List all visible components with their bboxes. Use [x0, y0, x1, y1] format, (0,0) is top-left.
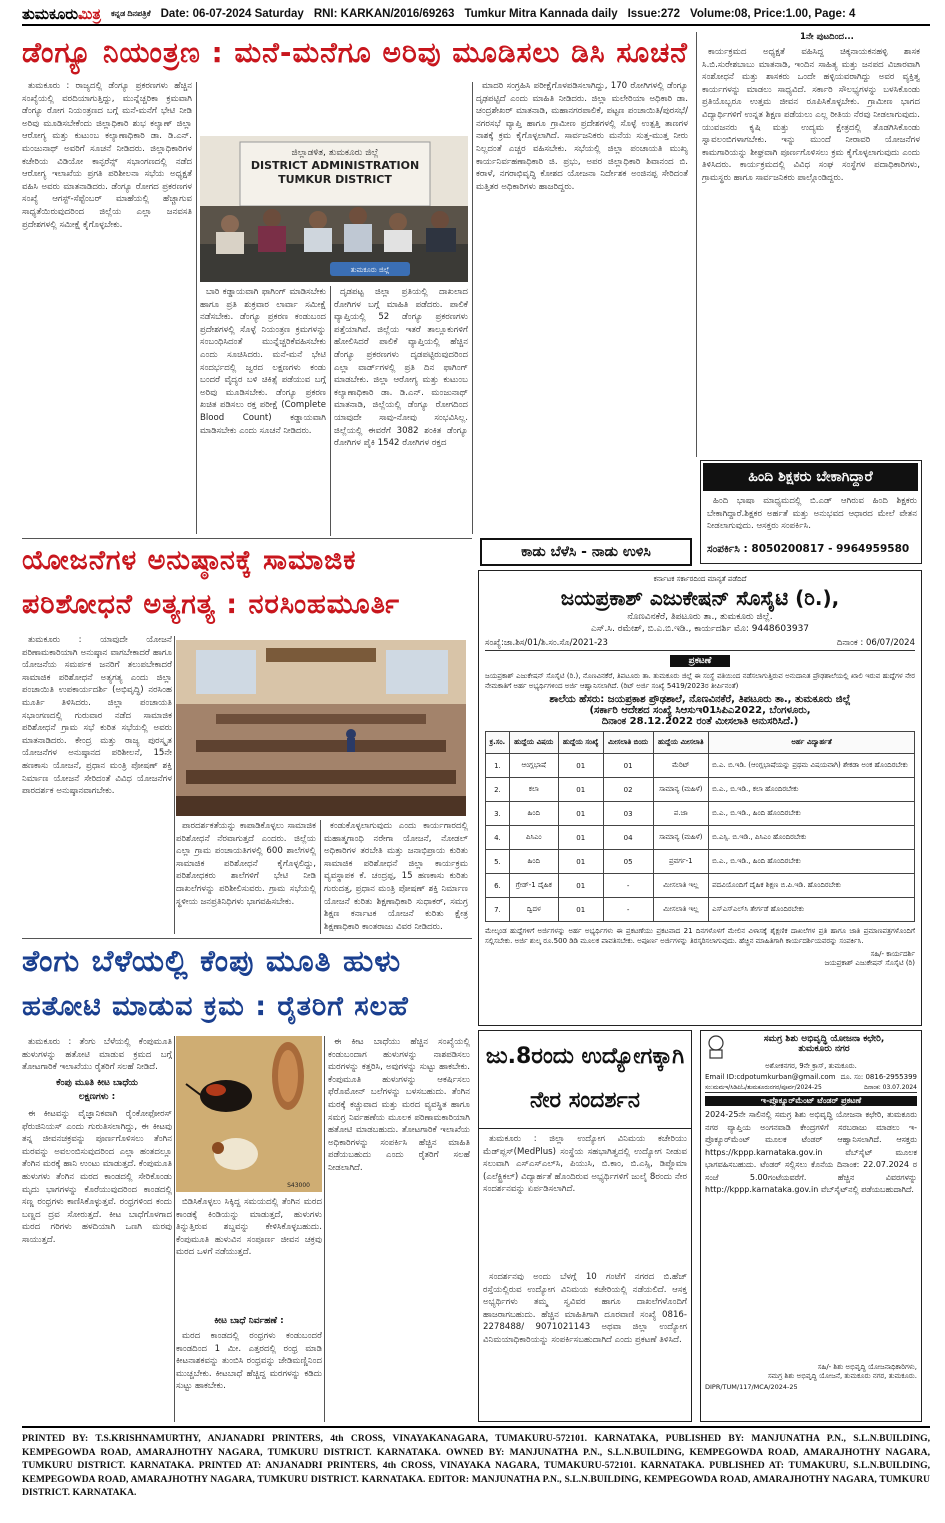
photo-banner-text-2: DISTRICT ADMINISTRATION [250, 159, 420, 172]
issue-date: Date: 06-07-2024 Saturday [160, 8, 304, 20]
vacancy-table-cell: ಬಿ.ಎ., ಬಿ.ಇಡಿ., ಹಿಂದಿ ಹೊಂದಿರಬೇಕು [709, 802, 915, 826]
vacancy-table-cell: 04 [603, 826, 653, 850]
hindi-teacher-ad [700, 460, 922, 564]
notice-date: ದಿನಾಂಕ : 06/07/2024 [836, 638, 915, 648]
vacancy-table-header: ಹುದ್ದೆಯ ಮೀಸಲಾತಿ [653, 732, 709, 754]
vacancy-table-header: ಹುದ್ದೆಯ ವಿಷಯ [509, 732, 558, 754]
continued-column: ಕಾರ್ಯಕ್ರಮದ ಅಧ್ಯಕ್ಷತೆ ವಹಿಸಿದ್ದ ಚಿಕ್ಕನಾಯಕನಹಳ್ಳಿ ಶಾಸಕ ಸಿ.ಬಿ.ಸುರೇಶಬಾಬು ಮಾತನಾಡಿ, ಇಂದಿನ ಸಾಹಿತ್ಯ ಮತ್ತು ಜನಪದ ವಿಚಾರವಾಗಿ ಸಂಶೋಧನೆ ಮತ್ತು ಶಾಸಕರು ಒಂದೇ ಹಳ್ಳಿಯವರಾಗಿದ್ದು ಅವರ ವ್ಯಕ್ತಿತ್ವ ಕಾರ್ಯಗಳನ್ನು ಮಾಡಲು ಸಾಧ್ಯವಿದೆ. ಸರ್ಕಾರಿ ಸೌಲಭ್ಯಗಳನ್ನು ಬಳಸಿಕೊಂಡು ಪ್ರತಿಯೊಬ್ಬರೂ ಉತ್ತಮ ಜೀವನ ರೂಪಿಸಿಕೊಳ್ಳಬೇಕು. ಗ್ರಾಮೀಣ ಭಾಗದ ವಿದ್ಯಾರ್ಥಿಗಳಿಗೆ ಉನ್ನತ ಶಿಕ್ಷಣ ಪಡೆಯಲು ಎಲ್ಲ ರೀತಿಯ ನೆರವು ನೀಡಲಾಗುವುದು. ಯುವಜನರು ಕೃಷಿ ಮತ್ತು ಉದ್ಯಮ ಕ್ಷೇತ್ರದಲ್ಲಿ ತೊಡಗಿಸಿಕೊಂಡು ಸ್ವಾವಲಂಬಿಗಳಾಗಬೇಕು. ಇನ್ನು ಮುಂದೆ ನೀರಾವರಿ ಯೋಜನೆಗಳ ಕಾಮಗಾರಿಯನ್ನು ಶೀಘ್ರವಾಗಿ ಪೂರ್ಣಗೊಳಿಸಲು ಕ್ರಮ ಕೈಗೊಳ್ಳಲಾಗುವುದು ಎಂದು ತಿಳಿಸಿದರು. ಕಾರ್ಯಕ್ರಮದಲ್ಲಿ ವಿವಿಧ ಸಂಘ ಸಂಸ್ಥೆಗಳ ಪದಾಧಿಕಾರಿಗಳು, ಗ್ರಾಮಸ್ಥರು ಹಾಗೂ ಸಾರ್ವಜನಿಕರು ಪಾಲ್ಗೊಂಡಿದ್ದರು. [702, 47, 920, 183]
vacancy-table-cell: 01 [558, 898, 603, 922]
article1-column-1: ತುಮಕೂರು : ರಾಜ್ಯದಲ್ಲಿ ಡೆಂಗ್ಯೂ ಪ್ರಕರಣಗಳು ಹೆಚ್ಚಿನ ಸಂಖ್ಯೆಯಲ್ಲಿ ವರದಿಯಾಗುತ್ತಿದ್ದು, ಮುನ್ನೆಚ್ಚರಿಕಾ ಕ್ರಮವಾಗಿ ಡೆಂಗ್ಯೂ ರೋಗ ನಿಯಂತ್ರಣದ ಬಗ್ಗೆ ಮನೆ-ಮನೆಗೆ ಭೇಟಿ ನೀಡಿ ಅರಿವು ಮೂಡಿಸಬೇಕೆಂದು ಜಿಲ್ಲಾಧಿಕಾರಿ ಶುಭ ಕಲ್ಯಾಣ್ ಜಿಲ್ಲಾ ಆರೋಗ್ಯ ಮತ್ತು ಕುಟುಂಬ ಕಲ್ಯಾಣಾಧಿಕಾರಿ ಡಾ. ಡಿ.ಎನ್. ಮಂಜುನಾಥ್ ಅವರಿಗೆ ಸೂಚನೆ ನೀಡಿದರು. ಜಿಲ್ಲಾಧಿಕಾರಿಗಳ ಕಚೇರಿಯ ವಿಡಿಯೋ ಕಾನ್ಫರೆನ್ಸ್ ಸಭಾಂಗಣದಲ್ಲಿ ನಡೆದ ಆರೋಗ್ಯ ಇಲಾಖೆಯ ಪ್ರಗತಿ ಪರಿಶೀಲನಾ ಸಭೆಯ ಅಧ್ಯಕ್ಷತೆ ವಹಿಸಿ ಅವರು ಮಾತನಾಡಿದರು. ಡೆಂಗ್ಯೂ ರೋಗದ ಪ್ರಕರಣಗಳ ಸಂಖ್ಯೆ ಆಗಸ್ಟ್-ಸೆಪ್ಟೆಂಬರ್ ಮಾಹೆಯಲ್ಲಿ ಹೆಚ್ಚಾಗುವ ಸಾಧ್ಯತೆಯಿರುವುದರಿಂದ ಜಿಲ್ಲೆಯ ಎಲ್ಲಾ ಜನವಸತಿ ಪ್ರದೇಶಗಳಲ್ಲಿ ಸಮೀಕ್ಷೆ ಕೈಗೊಳ್ಳಬೇಕು. [22, 81, 192, 230]
article2-headline-line-1: ಯೋಜನೆಗಳ ಅನುಷ್ಠಾನಕ್ಕೆ ಸಾಮಾಜಿಕ [22, 545, 357, 576]
notice-order-line-1: (ಸರ್ಕಾರಿ ಆದೇಶದ ಸಂಖ್ಯೆ ಸಿಆಸುಇ01ಸಿಪಿಎ2022, ಬೆಂಗಳೂರು, [589, 705, 811, 716]
vacancy-table-row [486, 826, 915, 850]
tender-reference: ಸಂ:ಮಮಇ/ಸಿಡಿಪಿಓ/ತುಮಕೂರುನಗರ/ಪೂರ್ವ/2024-25 [705, 1084, 822, 1091]
article3-column-2: ಬಿಡಿಸಿಕೊಳ್ಳಲು ಸಿಕ್ಕಿದ್ದ ಸಮಯದಲ್ಲಿ ತೆಂಗಿನ ಮರದ ಕಾಂಡಕ್ಕೆ ಕಿಂಡಿಯನ್ನು ಮಾಡುತ್ತದೆ, ಹುಳುಗಳು ತಿನ್ನುತ್ತಿರುವ ಶಬ್ದವನ್ನು ಕೇಳಿಸಿಕೊಳ್ಳಬಹುದು. ಕೆಂಪುಮೂತಿ ಹುಳುವಿನ ಸಂಪೂರ್ಣ ಜೀವನ ಚಕ್ರವು ಮರದ ಒಳಗೆ ನಡೆಯುತ್ತದೆ. [176, 1197, 322, 1258]
vacancy-table-row [486, 754, 915, 778]
vacancy-table-cell: 01 [558, 874, 603, 898]
tender-office-1: ಸಮಗ್ರ ಶಿಶು ಅಭಿವೃದ್ಧಿ ಯೋಜನಾ ಕಛೇರಿ, [763, 1034, 885, 1044]
article2-column-2: ಪಾರದರ್ಶಕತೆಯನ್ನು ಕಾಪಾಡಿಕೊಳ್ಳಲು ಸಾಮಾಜಿಕ ಪರಿಶೋಧನೆ ನೆರವಾಗುತ್ತದೆ ಎಂದರು. ಜಿಲ್ಲೆಯ ಎಲ್ಲಾ ಗ್ರಾಮ ಪಂಚಾಯತಿಗಳಲ್ಲಿ 600 ಶಾಲೆಗಳಲ್ಲಿ ಸಾಮಾಜಿಕ ಪರಿಶೋಧನೆ ಕೈಗೊಳ್ಳಲಿದ್ದು, ಪರಿಶೋಧಕರು ಶಾಲೆಗಳಿಗೆ ಭೇಟಿ ನೀಡಿ ದಾಖಲೆಗಳನ್ನು ಪರಿಶೀಲಿಸುವರು. ಗ್ರಾಮ ಸಭೆಯಲ್ಲಿ ಸ್ಥಳೀಯ ಜನಪ್ರತಿನಿಧಿಗಳು ಭಾಗವಹಿಸಬೇಕು. [176, 821, 316, 907]
tender-signature-1: ಸಹಿ/- ಶಿಶು ಅಭಿವೃದ್ಧಿ ಯೋಜನಾಧಿಕಾರಿಗಳು, [817, 1363, 917, 1371]
vacancy-table-cell: ಪಿಸಿಎಂ [509, 826, 558, 850]
vacancy-table-cell: ಮೆರಿಟ್ [653, 754, 709, 778]
hindi-ad-banner: ಹಿಂದಿ ಶಿಕ್ಷಕರು ಬೇಕಾಗಿದ್ದಾರೆ [703, 463, 918, 491]
tender-phone: ದೂ. ಸಂ: 0816-2955399 [840, 1073, 917, 1081]
vacancy-table-cell: 01 [558, 754, 603, 778]
vacancy-table-cell: 01 [558, 826, 603, 850]
hindi-ad-contact: ಸಂಪರ್ಕಿಸಿ : 8050200817 - 9964959580 [707, 543, 910, 555]
vacancy-table-cell: ಗ್ರೇಡ್-1 ದೈಹಿಕ [509, 874, 558, 898]
vacancy-table-cell: 02 [603, 778, 653, 802]
article3-headline-line-1: ತೆಂಗು ಬೆಳೆಯಲ್ಲಿ ಕೆಂಪು ಮೂತಿ ಹುಳು [22, 944, 402, 979]
tender-title: ಇ-ಪ್ರೊಕ್ಯೂರ್‌ಮೆಂಟ್ ಟೆಂಡರ್ ಪ್ರಕಟಣೆ [705, 1096, 917, 1106]
vacancy-table-cell: 03 [603, 802, 653, 826]
vacancy-table-cell: 5. [486, 850, 510, 874]
vacancy-table-row [486, 802, 915, 826]
volume-price-page: Volume:08, Price:1.00, Page: 4 [690, 8, 856, 20]
article3-subhead-2: ಲಕ್ಷಣಗಳು : [78, 1092, 116, 1102]
notice-order-line-2: ದಿನಾಂಕ 28.12.2022 ರಂತೆ ಮೀಸಲಾತಿ ಅನುಸರಿಸಿದೆ.) [601, 716, 799, 727]
vacancy-table-cell: 2. [486, 778, 510, 802]
vacancy-table-header: ಮೀಸಲಾತಿ ಬಿಂದು [603, 732, 653, 754]
article2-column-1: ತುಮಕೂರು : ಯಾವುದೇ ಯೋಜನೆ ಪರಿಣಾಮಕಾರಿಯಾಗಿ ಅನುಷ್ಠಾನ ವಾಗಬೇಕಾದರೆ ಹಾಗೂ ಯೋಜನೆಯ ಸಮರ್ಪಕ ಜನರಿಗೆ ತಲುಪಬೇಕಾದರೆ ಸಾಮಾಜಿಕ ಪರಿಶೋಧನೆ ಅತ್ಯಗತ್ಯ ಎಂದು ಜಿಲ್ಲಾ ಪಂಚಾಯಿತಿ ಉಪಕಾರ್ಯದರ್ಶಿ (ಅಭಿವೃದ್ಧಿ) ನರಸಿಂಹ ಮೂರ್ತಿ ತಿಳಿಸಿದರು. ಜಿಲ್ಲಾ ಪಂಚಾಯತಿ ಸಭಾಂಗಣದಲ್ಲಿ ಗುರುವಾರ ನಡೆದ ಸಾಮಾಜಿಕ ಪರಿಶೋಧನೆ ಗ್ರಾಮ ಸಭೆ ಕುರಿತ ಸಭೆಯಲ್ಲಿ ಅವರು ಮಾತನಾಡಿದರು. ಕೇಂದ್ರ ಮತ್ತು ರಾಜ್ಯ ಪುರಸ್ಕೃತ ಯೋಜನೆಗಳ ಅನುಷ್ಠಾನದ ಪರಿಶೀಲನೆ, 15ನೇ ಹಣಕಾಸು ಯೋಜನೆ, ಪ್ರಧಾನ ಮಂತ್ರಿ ಪೋಷಣ್ ಶಕ್ತಿ ನಿರ್ಮಾಣ ಯೋಜನೆ ಸೇರಿದಂತೆ ವಿವಿಧ ಯೋಜನೆಗಳ ಪಾರದರ್ಶಕ ಅನುಷ್ಠಾನವಾಗಬೇಕು. [22, 635, 172, 797]
vacancy-table-cell: ಕಲಾ [509, 778, 558, 802]
article1-headline: ಡೆಂಗ್ಯೂ ನಿಯಂತ್ರಣ : ಮನೆ-ಮನೆಗೂ ಅರಿವು ಮೂಡಿಸಲು ಡಿಸಿ ಸೂಚನೆ [22, 36, 688, 69]
vacancy-table-cell: 7. [486, 898, 510, 922]
vacancy-table [485, 731, 915, 922]
continued-label: 1ನೇ ಪುಟದಿಂದ... [800, 32, 854, 42]
vacancy-table-header: ಕ್ರ.ಸಂ. [486, 732, 510, 754]
beetle-photo [176, 1036, 322, 1192]
tender-body: 2024-25ನೇ ಸಾಲಿನಲ್ಲಿ ಸಮಗ್ರ ಶಿಶು ಅಭಿವೃದ್ಧಿ ಯೋಜನಾ ಕಛೇರಿ, ತುಮಕೂರು ನಗರ ವ್ಯಾಪ್ತಿಯ ಅಂಗನವಾಡಿ ಕೇಂದ್ರಗಳಿಗೆ ಸರಬರಾಜು ಮಾಡಲು ಇ-ಪ್ರೊಕ್ಯೂರ್‌ಮೆಂಟ್ ಮೂಲಕ ಟೆಂಡರ್ ಆಹ್ವಾನಿಸಲಾಗಿದೆ. ಆಸಕ್ತರು https://kppp.karnataka.gov.in ವೆಬ್‌ಸೈಟ್ ಮೂಲಕ ಭಾಗವಹಿಸಬಹುದು. ಟೆಂಡರ್ ಸಲ್ಲಿಸಲು ಕೊನೆಯ ದಿನಾಂಕ: 22.07.2024 ರ ಸಂಜೆ 5.00ಗಂಟೆಯವರೆಗೆ. ಹೆಚ್ಚಿನ ವಿವರಗಳನ್ನು http://kppp.karnataka.gov.in ವೆಬ್‌ಸೈಟ್‌ನಲ್ಲಿ ಪಡೆಯಬಹುದಾಗಿದೆ. [705, 1110, 917, 1194]
vacancy-table-header: ಹುದ್ದೆಯ ಸಂಖ್ಯೆ [558, 732, 603, 754]
vacancy-table-cell: ಮೀಸಲಾತಿ ಇಲ್ಲ [653, 898, 709, 922]
article3-column-3: ಈ ಕೀಟ ಬಾಧೆಯು ಹೆಚ್ಚಿನ ಸಂಖ್ಯೆಯಲ್ಲಿ ಕಂಡುಬಂದಾಗ ಹುಳುಗಳನ್ನು ನಾಶಪಡಿಸಲು ಮರಗಳನ್ನು ಕತ್ತರಿಸಿ, ಅವುಗಳನ್ನು ಸುಟ್ಟು ಹಾಕಬೇಕು. ಕೆಂಪುಮೂತಿ ಹುಳುಗಳನ್ನು ಆಕರ್ಷಿಸಲು ಫೆರೊಮೋನ್ ಬಲೆಗಳನ್ನು ಬಳಸಬಹುದು. ತೆಂಗಿನ ಮರಕ್ಕೆ ಕಚ್ಚುವಾದ ಮತ್ತು ಮರದ ವ್ಯವಸ್ಥಿತ ಹಾಗೂ ಸಮಗ್ರ ನಿರ್ವಹಣೆಯ ಮೂಲಕ ಪರಿಣಾಮಕಾರಿಯಾಗಿ ಹತೋಟಿ ಮಾಡಬಹುದು. ತೋಟಗಾರಿಕೆ ಇಲಾಖೆಯ ಅಧಿಕಾರಿಗಳನ್ನು ಸಂಪರ್ಕಿಸಿ ಹೆಚ್ಚಿನ ಮಾಹಿತಿ ಪಡೆಯಬಹುದು ಎಂದು ರೈತರಿಗೆ ಸಲಹೆ ನೀಡಲಾಗಿದೆ. [328, 1037, 470, 1173]
article3-intro: ತುಮಕೂರು : ತೆಂಗು ಬೆಳೆಯಲ್ಲಿ ಕೆಂಪುಮೂತಿ ಹುಳುಗಳನ್ನು ಹತೋಟಿ ಮಾಡುವ ಕ್ರಮದ ಬಗ್ಗೆ ತೋಟಗಾರಿಕೆ ಇಲಾಖೆಯು ರೈತರಿಗೆ ಸಲಹೆ ನೀಡಿದೆ. [22, 1037, 172, 1073]
vacancy-table-cell: 01 [558, 802, 603, 826]
vacancy-table-cell: ಪದವಿಯೊಂದಿಗೆ ದೈಹಿಕ ಶಿಕ್ಷಣ ಬಿ.ಪಿ.ಇಡಿ. ಹೊಂದಿರಬೇಕು [709, 874, 915, 898]
vacancy-table-cell: - [603, 874, 653, 898]
photo-banner-text-1: ಜಿಲ್ಲಾಡಳಿತ, ತುಮಕೂರು ಜಿಲ್ಲೆ [291, 148, 379, 158]
article1-column-3: ದೃಡಪಟ್ಟ ಜಿಲ್ಲಾ ಪ್ರತಿಯಲ್ಲಿ ದಾಖಲಾದ ರೋಗಿಗಳ ಬಗ್ಗೆ ಮಾಹಿತಿ ಪಡೆದರು. ಪಾಲಿಕೆ ವ್ಯಾಪ್ತಿಯಲ್ಲಿ 52 ಡೆಂಗ್ಯೂ ಪ್ರಕರಣಗಳು ಪತ್ತೆಯಾಗಿವೆ. ಜಿಲ್ಲೆಯ ಇತರೆ ತಾಲ್ಲೂಕುಗಳಿಗೆ ಹೋಲಿಸಿದರೆ ಪಾಲಿಕೆ ವ್ಯಾಪ್ತಿಯಲ್ಲಿ ಹೆಚ್ಚಿನ ಡೆಂಗ್ಯೂ ಪ್ರಕರಣಗಳು ದೃಡಪಟ್ಟಿರುವುದರಿಂದ ಎಲ್ಲಾ ವಾರ್ಡ್‌ಗಳಲ್ಲಿ ಪ್ರತಿ ದಿನ ಫಾಗಿಂಗ್ ಮಾಡಬೇಕು. ಜಿಲ್ಲಾ ಆರೋಗ್ಯ ಮತ್ತು ಕುಟುಂಬ ಕಲ್ಯಾಣಾಧಿಕಾರಿ ಡಾ. ಡಿ.ಎನ್. ಮಂಜುನಾಥ್ ಮಾತನಾಡಿ, ಜಿಲ್ಲೆಯಲ್ಲಿ ಡೆಂಗ್ಯೂ ರೋಗದಿಂದ ಯಾವುದೇ ಸಾವು-ನೋವು ಸಂಭವಿಸಿಲ್ಲ. ಜಿಲ್ಲೆಯಲ್ಲಿ ಈವರೆಗೆ 3082 ಶಂಕಿತ ಡೆಂಗ್ಯೂ ರೋಗಿಗಳ ಪೈಕಿ 1542 ರೋಗಿಗಳ ರಕ್ತದ [334, 287, 468, 449]
tender-office-2: ತುಮಕೂರು ನಗರ [798, 1044, 850, 1054]
vacancy-table-cell: ಆಂಗ್ಲಭಾಷೆ [509, 754, 558, 778]
vacancy-table-cell: ಸಾಮಾನ್ಯ (ಮಹಿಳೆ) [653, 826, 709, 850]
meeting-photo [200, 136, 468, 282]
paper-tagline: ಕನ್ನಡ ದಿನಪತ್ರಿಕೆ [110, 9, 151, 18]
audit-meeting-photo [176, 640, 466, 816]
government-emblem-icon [705, 1034, 727, 1060]
vacancy-table-cell: ದ್ವಿದಳ [509, 898, 558, 922]
tender-address: ಅಶೋಕನಗರ, 9ನೇ ಕ್ರಾಸ್, ತುಮಕೂರು. [765, 1062, 857, 1070]
vacancy-table-cell: ಹಿಂದಿ [509, 850, 558, 874]
job-fair-headline-1: ಜು.8ರಂದು ಉದ್ಯೋಗಕ್ಕಾಗಿ [485, 1044, 685, 1069]
article2-headline-line-2: ಪರಿಶೋಧನೆ ಅತ್ಯಗತ್ಯ : ನರಸಿಂಹಮೂರ್ತಿ [22, 589, 400, 620]
photo-nameplate: ತುಮಕೂರು ಜಿಲ್ಲೆ [350, 266, 390, 274]
article3-column-2b: ಮರದ ಕಾಂಡದಲ್ಲಿ ರಂಧ್ರಗಳು ಕಂಡುಬಂದರೆ ಕಾಂಡದಿಂದ 1 ಮೀ. ಎತ್ತರದಲ್ಲಿ ರಂಧ್ರ ಮಾಡಿ ಕೀಟನಾಶಕವನ್ನು ತುಂಬಿಸಿ ರಂಧ್ರವನ್ನು ಜೇಡಿಮಣ್ಣಿನಿಂದ ಮುಚ್ಚಬೇಕು. ಕೀಟಬಾಧೆ ಹೆಚ್ಚಿದ್ದ ಮರಗಳನ್ನು ಕಡಿದು ಸುಟ್ಟು ಹಾಕಬೇಕು. [176, 1331, 322, 1392]
vacancy-table-cell: 01 [558, 778, 603, 802]
vacancy-table-cell: - [603, 898, 653, 922]
vacancy-table-cell: 4. [486, 826, 510, 850]
notice-footer-text: ಮೇಲ್ಕಂಡ ಹುದ್ದೆಗಳಿಗೆ ಅರ್ಜಿಗಳನ್ನು ಅರ್ಹ ಅಭ್ಯರ್ಥಿಗಳು ಈ ಪ್ರಕಟಣೆಯು ಪ್ರಕಟವಾದ 21 ದಿನಗಳೊಳಗೆ ಮೇಲಿನ ವಿಳಾಸಕ್ಕೆ ಶೈಕ್ಷಣಿಕ ದಾಖಲೆಗಳ ಪ್ರತಿ ಹಾಗೂ ಜಾತಿ ಪ್ರಮಾಣಪತ್ರಗಳೊಂದಿಗೆ ಸಲ್ಲಿಸಬೇಕು. ಅರ್ಜಿ ಶುಲ್ಕ ರೂ.500 ಡಿಡಿ ಮೂಲಕ ಪಾವತಿಸಬೇಕು. ಅಪೂರ್ಣ ಅರ್ಜಿಗಳನ್ನು ತಿರಸ್ಕರಿಸಲಾಗುವುದು. ಹೆಚ್ಚಿನ ಮಾಹಿತಿಗಾಗಿ ಕಾರ್ಯದರ್ಶಿಯವರನ್ನು ಸಂಪರ್ಕಿಸಿ. [485, 927, 915, 945]
vacancy-table-cell: ಪ.ಜಾ [653, 802, 709, 826]
vacancy-table-cell: ಬಿ.ಎ. ಬಿ.ಇಡಿ. (ಆಂಗ್ಲಭಾಷೆಯನ್ನು ಪ್ರಥಮ ವಿಷಯವಾಗಿ) ಶೇಕಡಾ ಅಂಕ ಹೊಂದಿರಬೇಕು [709, 754, 915, 778]
issue-number: Issue:272 [627, 8, 681, 20]
vacancy-table-cell: 05 [603, 850, 653, 874]
job-fair-column-2: ಸಂದರ್ಶನವು ಅಂದು ಬೆಳಗ್ಗೆ 10 ಗಂಟೆಗೆ ನಗರದ ಬಿ.ಹೆಚ್ ರಸ್ತೆಯಲ್ಲಿರುವ ಉದ್ಯೋಗ ವಿನಿಮಯ ಕಚೇರಿಯಲ್ಲಿ ನಡೆಯಲಿದೆ. ಆಸಕ್ತ ಅಭ್ಯರ್ಥಿಗಳು ತಮ್ಮ ಸ್ವವಿವರ ಹಾಗೂ ದಾಖಲೆಗಳೊಂದಿಗೆ ಹಾಜರಾಗಬಹುದು. ಹೆಚ್ಚಿನ ಮಾಹಿತಿಗಾಗಿ ದೂರವಾಣಿ ಸಂಖ್ಯೆ 0816-2278488/ 9071021143 ಅಥವಾ ಜಿಲ್ಲಾ ಉದ್ಯೋಗ ವಿನಿಮಯಾಧಿಕಾರಿಯನ್ನು ಸಂಪರ್ಕಿಸಬಹುದಾಗಿದೆ ಎಂದು ಪ್ರಕಟಣೆ ತಿಳಿಸಿದೆ. [483, 1272, 687, 1345]
print-line-footer: PRINTED BY: T.S.KRISHNAMURTHY, ANJANADRI PRINTERS, 4th CROSS, VINAYAKANAGARA, TUMAKURU-572101. KARNATAKA, PUBLISHED BY: MANJUNATHA P.N., S.L.N.BUILDING, KEMPEGOWDA ROAD, AMARAJHOTHY NAGARA, TUMKURU DISTRICT. KARNATAKA. OWNED BY: MANJUNATHA P.N., S.L.N.BUILDING, KEMPEGOWDA ROAD, AMARAJHOTHY NAGARA, TUMKURU DISTRICT. KARNATAKA. PRINTED AT: ANJANADRI PRINTERS, 4th CROSS, VINAYAKA NAGARA, TUMAKURU-572101. KARNATAKA. PUBLISHED AT: TUMAKURU, S.L.N.BUILDING, KEMPEGOWDA ROAD, AMARAJHOTHY NAGARA, TUMKURU DISTRICT. KARNATAKA. EDITOR: MANJUNATHA P.N., S.L.N.BUILDING, KEMPEGOWDA ROAD, AMARAJHOTHY NAGARA, TUMKURU DISTRICT. KARNATAKA. [22, 1426, 930, 1500]
job-fair-column-1: ತುಮಕೂರು : ಜಿಲ್ಲಾ ಉದ್ಯೋಗ ವಿನಿಮಯ ಕಚೇರಿಯು ಮೆಡ್‌ಪ್ಲಸ್(MedPlus) ಸಂಸ್ಥೆಯ ಸಹಭಾಗಿತ್ವದಲ್ಲಿ ಉದ್ಯೋಗ ನೀಡುವ ಸಲುವಾಗಿ ಎಸ್ಎಸ್ಎಲ್‌ಸಿ, ಪಿಯುಸಿ, ಬಿ.ಕಾಂ, ಬಿ.ಎಸ್ಸಿ, ಡಿಪ್ಲೊಮಾ (ಎಲೆಕ್ಟ್ರಿಕಲ್) ವಿದ್ಯಾರ್ಹತೆ ಹೊಂದಿರುವ ಅಭ್ಯರ್ಥಿಗಳಿಗೆ ಜುಲೈ 8ರಂದು ನೇರ ಸಂದರ್ಶನವನ್ನು ಏರ್ಪಡಿಸಲಾಗಿದೆ. [483, 1134, 687, 1195]
article1-column-4: ಮಾದರಿ ಸಂಗ್ರಹಿಸಿ ಪರೀಕ್ಷೆಗೊಳಪಡಿಸಲಾಗಿದ್ದು, 170 ರೋಗಿಗಳಲ್ಲಿ ಡೆಂಗ್ಯೂ ದೃಢಪಟ್ಟಿದೆ ಎಂದು ಮಾಹಿತಿ ನೀಡಿದರು. ಜಿಲ್ಲಾ ಮಲೇರಿಯಾ ಅಧಿಕಾರಿ ಡಾ. ಚಂದ್ರಶೇಖರ್ ಮಾತನಾಡಿ, ಮಹಾನಗರಪಾಲಿಕೆ, ಪಟ್ಟಣ ಪಂಚಾಯಿತಿ/ಪುರಸಭೆ/ನಗರಸಭೆ ವ್ಯಾಪ್ತಿ ಹಾಗೂ ಗ್ರಾಮೀಣ ಪ್ರದೇಶಗಳಲ್ಲಿ ಸೊಳ್ಳೆ ಉತ್ಪತ್ತಿ ತಾಣಗಳ ನಾಶಕ್ಕೆ ಕ್ರಮ ಕೈಗೊಳ್ಳಲಾಗಿದೆ. ಸಾರ್ವಜನಿಕರು ಮನೆಯ ಸುತ್ತ-ಮುತ್ತ ನೀರು ನಿಲ್ಲದಂತೆ ಎಚ್ಚರ ವಹಿಸಬೇಕು. ಸಭೆಯಲ್ಲಿ ಜಿಲ್ಲಾ ಪಂಚಾಯತಿ ಮುಖ್ಯ ಕಾರ್ಯನಿರ್ವಹಣಾಧಿಕಾರಿ ಜಿ. ಪ್ರಭು, ಅಪರ ಜಿಲ್ಲಾಧಿಕಾರಿ ಶಿವಾನಂದ ಬಿ. ಕರಾಳೆ, ನಗರಾಭಿವೃದ್ಧಿ ಕೋಶದ ಯೋಜನಾ ನಿರ್ದೇಶಕ ಅಂಜಿನಪ್ಪ ಸೇರಿದಂತೆ ಮತ್ತಿತರ ಅಧಿಕಾರಿಗಳು ಹಾಜರಿದ್ದರು. [476, 81, 688, 192]
vacancy-table-cell: 01 [603, 754, 653, 778]
article3-control-heading: ಕೀಟ ಬಾಧೆ ನಿರ್ವಹಣೆ : [214, 1316, 284, 1326]
notice-title: ಪ್ರಕಟಣೆ [670, 655, 730, 667]
job-fair-article [478, 1030, 692, 1422]
tender-signature-2: ಸಮಗ್ರ ಶಿಶು ಅಭಿವೃದ್ಧಿ ಯೋಜನೆ, ತುಮಕೂರು ನಗರ, ತುಮಕೂರು. [767, 1372, 917, 1380]
tender-date: ದಿನಾಂಕ: 03.07.2024 [864, 1084, 917, 1091]
photo-banner-text-3: TUMKUR DISTRICT [278, 173, 392, 186]
recruitment-notice [478, 570, 922, 1026]
vacancy-table-row [486, 778, 915, 802]
paper-label: Tumkur Mitra Kannada daily [464, 8, 618, 20]
tender-email: Email ID:cdpotumkurban@gmail.com [705, 1073, 836, 1081]
vacancy-table-cell: ಸಾಮಾನ್ಯ (ಮಹಿಳೆ) [653, 778, 709, 802]
vacancy-table-row [486, 898, 915, 922]
vacancy-table-cell: ಹಿಂದಿ [509, 802, 558, 826]
notice-signature-org: ಜಯಪ್ರಕಾಶ್ ಎಜುಕೇಷನ್ ಸೊಸೈಟಿ (ರಿ) [824, 959, 915, 967]
vacancy-table-cell: 6. [486, 874, 510, 898]
masthead [22, 4, 930, 26]
notice-secretary: ಎಸ್.ಸಿ. ರಮೇಶ್, ಬಿ.ಎ.ಬಿ.ಇಡಿ., ಕಾರ್ಯದರ್ಶಿ ಮೊ: 9448603937 [590, 624, 810, 634]
article3-subhead-1: ಕೆಂಪು ಮೂತಿ ಕೀಟ ಬಾಧೆಯ [56, 1078, 138, 1088]
vacancy-table-header: ಅರ್ಹ ವಿದ್ಯಾರ್ಹತೆ [709, 732, 915, 754]
vacancy-table-row [486, 850, 915, 874]
notice-school-name: ಶಾಲೆಯ ಹೆಸರು: ಜಯಪ್ರಕಾಶ ಪ್ರೌಢಶಾಲೆ, ನೊಣವಿನಕೆರೆ, ತಿಪಟೂರು ತಾ., ತುಮಕೂರು ಜಿಲ್ಲೆ [549, 694, 851, 705]
vacancy-table-cell: ಮೀಸಲಾತಿ ಇಲ್ಲ [653, 874, 709, 898]
vacancy-table-cell: ಬಿ.ಎಸ್ಸಿ. ಬಿ.ಇಡಿ., ಪಿಸಿಎಂ ಹೊಂದಿರಬೇಕು [709, 826, 915, 850]
tender-code: DIPR/TUM/117/MCA/2024-25 [705, 1383, 798, 1391]
vacancy-table-cell: ಎಸ್ಎಸ್ಎಲ್‌ಸಿ ತೇರ್ಗಡೆ ಹೊಂದಿರಬೇಕು [709, 898, 915, 922]
notice-body: ಜಯಪ್ರಕಾಶ್ ಎಜುಕೇಷನ್ ಸೊಸೈಟಿ (ರಿ.), ನೊಣವಿನಕೆರೆ, ತಿಪಟೂರು ತಾ. ತುಮಕೂರು ಜಿಲ್ಲೆ ಈ ಸಂಸ್ಥೆ ವತಿಯಿಂದ ನಡೆಸಲಾಗುತ್ತಿರುವ ಅನುದಾನಿತ ಪ್ರೌಢಶಾಲೆಯಲ್ಲಿ ಖಾಲಿ ಇರುವ ಹುದ್ದೆಗಳ ನೇರ ನೇಮಕಾತಿಗೆ ಅರ್ಹ ಅಭ್ಯರ್ಥಿಗಳಿಂದ ಅರ್ಜಿ ಆಹ್ವಾನಿಸಲಾಗಿದೆ. (ರಿಟ್ ಅರ್ಜಿ ಸಂಖ್ಯೆ 5419/2023ರ ತೀರ್ಪಿನಂತೆ) [485, 672, 915, 690]
vacancy-table-cell: ಬಿ.ಎ., ಬಿ.ಇಡಿ., ಕಲಾ ಹೊಂದಿರಬೇಕು [709, 778, 915, 802]
article2-column-3: ಕಂಡುಕೊಳ್ಳಲಾಗುವುದು ಎಂದು ಕಾರ್ಯಗಾರದಲ್ಲಿ ಮಹಾತ್ಮಗಾಂಧಿ ನರೇಗಾ ಯೋಜನೆ, ನೋಡಲ್ ಅಧಿಕಾರಿಗಳ ತರಬೇತಿ ಮತ್ತು ಜನಾಭಿಪ್ರಾಯ ಕುರಿತು ಸಾಮಾಜಿಕ ಪರಿಶೋಧನೆ ಜಿಲ್ಲಾ ಕಾರ್ಯಕ್ರಮ ವ್ಯವಸ್ಥಾಪಕ ಕೆ. ಚಂದ್ರಪ್ಪ, 15 ಹಣಕಾಸು ಕುರಿತು ಗುರುದತ್ತ, ಪ್ರಧಾನ ಮಂತ್ರಿ ಪೋಷಣ್ ಶಕ್ತಿ ನಿರ್ಮಾಣ ಯೋಜನೆ ಕುರಿತು ಶಿಕ್ಷಣಾಧಿಕಾರಿ ಸುಧಾಕರ್, ಸಮಗ್ರ ಶಿಕ್ಷಣ ಕರ್ನಾಟಕ ಯೋಜನೆ ಕುರಿತು ಕ್ಷೇತ್ರ ಶಿಕ್ಷಣಾಧಿಕಾರಿ ಕಾಂತರಾಜು ವಿವರ ನೀಡಿದರು. [324, 821, 468, 932]
notice-top-small: ಕರ್ನಾಟಕ ಸರ್ಕಾರದಿಂದ ಮಾನ್ಯತೆ ಪಡೆದಿದೆ [653, 575, 747, 583]
vacancy-table-cell: ಪ್ರವರ್ಗ-1 [653, 850, 709, 874]
forest-slogan-banner: ಕಾಡು ಬೆಳೆಸಿ - ನಾಡು ಉಳಿಸಿ [480, 538, 692, 566]
vacancy-table-cell: 1. [486, 754, 510, 778]
hindi-ad-text: ಹಿಂದಿ ಭಾಷಾ ಮಾಧ್ಯಮದಲ್ಲಿ ಬಿ.ಎಡ್ ಆಗಿರುವ ಹಿಂದಿ ಶಿಕ್ಷಕರು ಬೇಕಾಗಿದ್ದಾರೆ.ಶಿಕ್ಷಕರ ಅರ್ಹತೆ ಮತ್ತು ಅನುಭವದ ಆಧಾರದ ಮೇಲೆ ವೇತನ ನೀಡಲಾಗುವುದು. ಆಸಕ್ತರು ಸಂಪರ್ಕಿಸಿ. [707, 496, 917, 532]
vacancy-table-cell: ಬಿ.ಎ., ಬಿ.ಇಡಿ., ಹಿಂದಿ ಹೊಂದಿರಬೇಕು [709, 850, 915, 874]
article1-column-2: ಬಾರಿ ಕಡ್ಡಾಯವಾಗಿ ಫಾಗಿಂಗ್ ಮಾಡಿಸಬೇಕು ಹಾಗೂ ಪ್ರತಿ ಶುಕ್ರವಾರ ಲಾರ್ವಾ ಸಮೀಕ್ಷೆ ನಡೆಸಬೇಕು. ಡೆಂಗ್ಯೂ ಪ್ರಕರಣ ಕಂಡುಬಂದ ಪ್ರದೇಶಗಳಲ್ಲಿ ಸೊಳ್ಳೆ ನಿಯಂತ್ರಣ ಕ್ರಮಗಳನ್ನು ಸಂಬಂಧಿಸಿದಂತೆ ಮುನ್ನೆಚ್ಚರಿಕೆವಹಿಸಬೇಕು ಎಂದು ಸೂಚಿಸಿದರು. ಮನೆ-ಮನೆ ಭೇಟಿ ಸಂದರ್ಭದಲ್ಲಿ ಜ್ವರದ ಲಕ್ಷಣಗಳು ಕಂಡು ಬಂದರೆ ವೈದ್ಯರ ಬಳಿ ಚಿಕಿತ್ಸೆ ಪಡೆಯುವ ಬಗ್ಗೆ ಅರಿವು ಮೂಡಿಸಬೇಕು. ಡೆಂಗ್ಯೂ ಪ್ರಕರಣ ಖಚಿತ ಪಡಿಸಲು ರಕ್ತ ಪರೀಕ್ಷೆ (Complete Blood Count) ಕಡ್ಡಾಯವಾಗಿ ಮಾಡಿಸಬೇಕು ಎಂದು ಸೂಚನೆ ನೀಡಿದರು. [200, 287, 326, 436]
vacancy-table-cell: 01 [558, 850, 603, 874]
notice-society-name: ಜಯಪ್ರಕಾಶ್ ಎಜುಕೇಷನ್ ಸೊಸೈಟಿ (ರಿ.), [560, 586, 840, 610]
notice-location: ನೊಣವಿನಕೆರೆ, ತಿಪಟೂರು ತಾ., ತುಮಕೂರು ಜಿಲ್ಲೆ. [627, 612, 773, 622]
vacancy-table-cell: 3. [486, 802, 510, 826]
notice-reference: ಸಂಖ್ಯೆ:ಜಾ.ಶಿಸ/01/ಶಿ.ಸಂ.ಸೊ/2021-23 [485, 638, 608, 648]
rni-number: RNI: KARKAN/2016/69263 [313, 8, 455, 20]
tender-notice [700, 1030, 922, 1422]
notice-signature: ಸಹಿ/- ಕಾರ್ಯದರ್ಶಿ [870, 950, 915, 958]
article3-headline-line-2: ಹತೋಟಿ ಮಾಡುವ ಕ್ರಮ : ರೈತರಿಗೆ ಸಲಹೆ [22, 991, 409, 1022]
vacancy-table-row [486, 874, 915, 898]
article3-column-1: ಈ ಕೀಟವನ್ನು ವೈಜ್ಞಾನಿಕವಾಗಿ ರೈಂಕೋಫೋರಸ್ ಫೆರುಜಿನಿಯಸ್ ಎಂದು ಗುರುತಿಸಲಾಗಿದ್ದು, ಈ ಕೀಟವು ತನ್ನ ಜೀವನಚಕ್ರವನ್ನು ಪೂರ್ಣಗೊಳಿಸಲು ತೆಂಗಿನ ಮರವನ್ನು ಅವಲಂಬಿಸುವುದರಿಂದ ಎಲ್ಲಾ ಹಂತದಲ್ಲೂ ತೆಂಗಿನ ಮರಕ್ಕೆ ಹಾನಿ ಉಂಟು ಮಾಡುತ್ತದೆ. ಕೆಂಪುಮೂತಿ ಹುಳುಗಳು ತೆಂಗಿನ ಮರದ ಕಾಂಡದಲ್ಲಿ ಸೇರಿಕೊಂಡು ಮೃದು ಭಾಗಗಳನ್ನು ಕೊರೆಯುವುದರಿಂದ ಕಾಂಡದಲ್ಲಿ ಸಣ್ಣ ರಂಧ್ರಗಳು ಕಾಣಿಸಿಕೊಳ್ಳುತ್ತವೆ. ರಂಧ್ರಗಳಿಂದ ಕಂದು ಬಣ್ಣದ ದ್ರವ ಸೋರುತ್ತದೆ. ಕೀಟ ಬಾಧೆಗೊಳಗಾದ ಮರದ ಗರಿಗಳು ಹಳದಿಯಾಗಿ ಒಣಗಿ ಮರವು ಸಾಯುತ್ತದೆ. [22, 1109, 172, 1245]
photo-code: S43000 [287, 1182, 310, 1189]
paper-name: ತುಮಕೂರುಮಿತ್ರ [22, 5, 101, 23]
job-fair-headline-2: ನೇರ ಸಂದರ್ಶನ [529, 1088, 641, 1113]
